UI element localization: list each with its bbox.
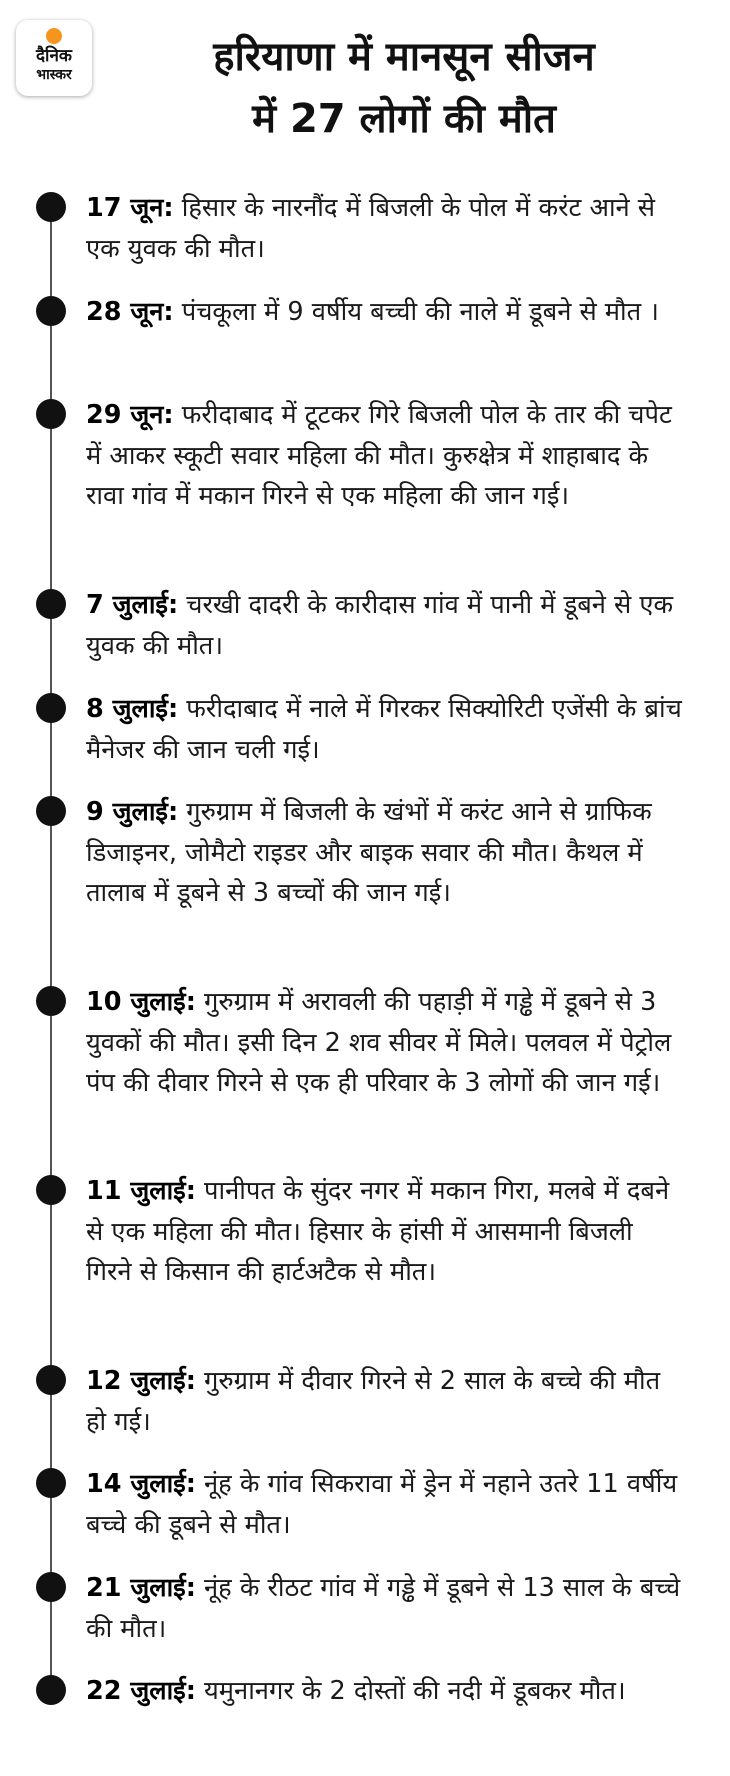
event-text — [86, 1464, 686, 1545]
event-date: 29 जून: — [86, 400, 174, 430]
timeline-dot — [36, 296, 66, 326]
timeline-dot — [36, 589, 66, 619]
timeline-dot — [36, 1572, 66, 1602]
event-text — [86, 689, 686, 770]
title-line2: में 27 लोगों की मौत — [252, 96, 556, 142]
event-date: 9 जुलाई: — [86, 797, 179, 827]
logo-text-line2: भास्कर — [36, 67, 72, 83]
event-description: फरीदाबाद में नाले में गिरकर सिक्योरिटी एजेंसी के ब्रांच मैनेजर की जान चली गई। — [86, 694, 682, 765]
timeline-dot — [36, 1468, 66, 1498]
event-date: 28 जून: — [86, 297, 174, 327]
title-line1: हरियाणा में मानसून सीजन — [213, 34, 595, 80]
event-description: चरखी दादरी के कारीदास गांव में पानी में डूबने से एक युवक की मौत। — [86, 590, 674, 661]
timeline-dot — [36, 1675, 66, 1705]
event-date: 7 जुलाई: — [86, 590, 179, 620]
logo-text-line1: दैनिक — [36, 46, 72, 66]
event-date: 11 जुलाई: — [86, 1176, 196, 1206]
timeline-dot — [36, 1175, 66, 1205]
event-description: फरीदाबाद में टूटकर गिरे बिजली पोल के तार की चपेट में आकर स्कूटी सवार महिला की मौत। कुरुक्षेत्र में शाहाबाद के रावा गांव में मकान गिरने से एक महिला की जान गई। — [86, 400, 672, 511]
event-date: 21 जुलाई: — [86, 1573, 196, 1603]
event-description: पानीपत के सुंदर नगर में मकान गिरा, मलबे में दबने से एक महिला की मौत। हिसार के हांसी में आसमानी बिजली गिरने से किसान की हार्टअटैक से मौत। — [86, 1176, 670, 1287]
event-description: यमुनानगर के 2 दोस्तों की नदी में डूबकर मौत। — [204, 1676, 626, 1706]
event-text — [86, 292, 686, 333]
event-description: गुरुग्राम में अरावली की पहाड़ी में गड्ढे में डूबने से 3 युवकों की मौत। इसी दिन 2 शव सीवर में मिले। पलवल में पेट्रोल पंप की दीवार गिरने से एक ही परिवार के 3 लोगों की जान गई। — [86, 987, 672, 1098]
event-text — [86, 395, 686, 517]
event-text — [86, 1361, 686, 1442]
dainik-bhaskar-logo — [16, 20, 92, 96]
event-description: गुरुग्राम में दीवार गिरने से 2 साल के बच्चे की मौत हो गई। — [86, 1366, 661, 1437]
event-description: नूंह के रीठट गांव में गड्ढे में डूबने से 13 साल के बच्चे की मौत। — [86, 1573, 681, 1644]
event-description: नूंह के गांव सिकरावा में ड्रेन में नहाने उतरे 11 वर्षीय बच्चे की डूबने से मौत। — [86, 1469, 678, 1540]
page-title — [104, 26, 704, 150]
event-description: गुरुग्राम में बिजली के खंभों में करंट आने से ग्राफिक डिजाइनर, जोमैटो राइडर और बाइक सवार की मौत। कैथल में तालाब में डूबने से 3 बच्चों की जान गई। — [86, 797, 652, 908]
event-text — [86, 982, 686, 1104]
event-date: 14 जुलाई: — [86, 1469, 196, 1499]
event-text — [86, 585, 686, 666]
timeline-dot — [36, 796, 66, 826]
timeline-dot — [36, 986, 66, 1016]
event-text — [86, 792, 686, 914]
event-date: 8 जुलाई: — [86, 694, 179, 724]
event-date: 22 जुलाई: — [86, 1676, 196, 1706]
event-text — [86, 188, 686, 269]
header — [0, 0, 730, 170]
event-date: 10 जुलाई: — [86, 987, 196, 1017]
timeline-dot — [36, 693, 66, 723]
timeline-dot — [36, 1365, 66, 1395]
event-text — [86, 1171, 686, 1293]
event-date: 12 जुलाई: — [86, 1366, 196, 1396]
sun-icon — [46, 28, 62, 44]
timeline-dot — [36, 399, 66, 429]
event-description: हिसार के नारनौंद में बिजली के पोल में करंट आने से एक युवक की मौत। — [86, 193, 656, 264]
event-date: 17 जून: — [86, 193, 174, 223]
event-description: पंचकूला में 9 वर्षीय बच्ची की नाले में डूबने से मौत । — [181, 297, 659, 327]
event-text — [86, 1671, 686, 1712]
event-text — [86, 1568, 686, 1649]
timeline-dot — [36, 192, 66, 222]
